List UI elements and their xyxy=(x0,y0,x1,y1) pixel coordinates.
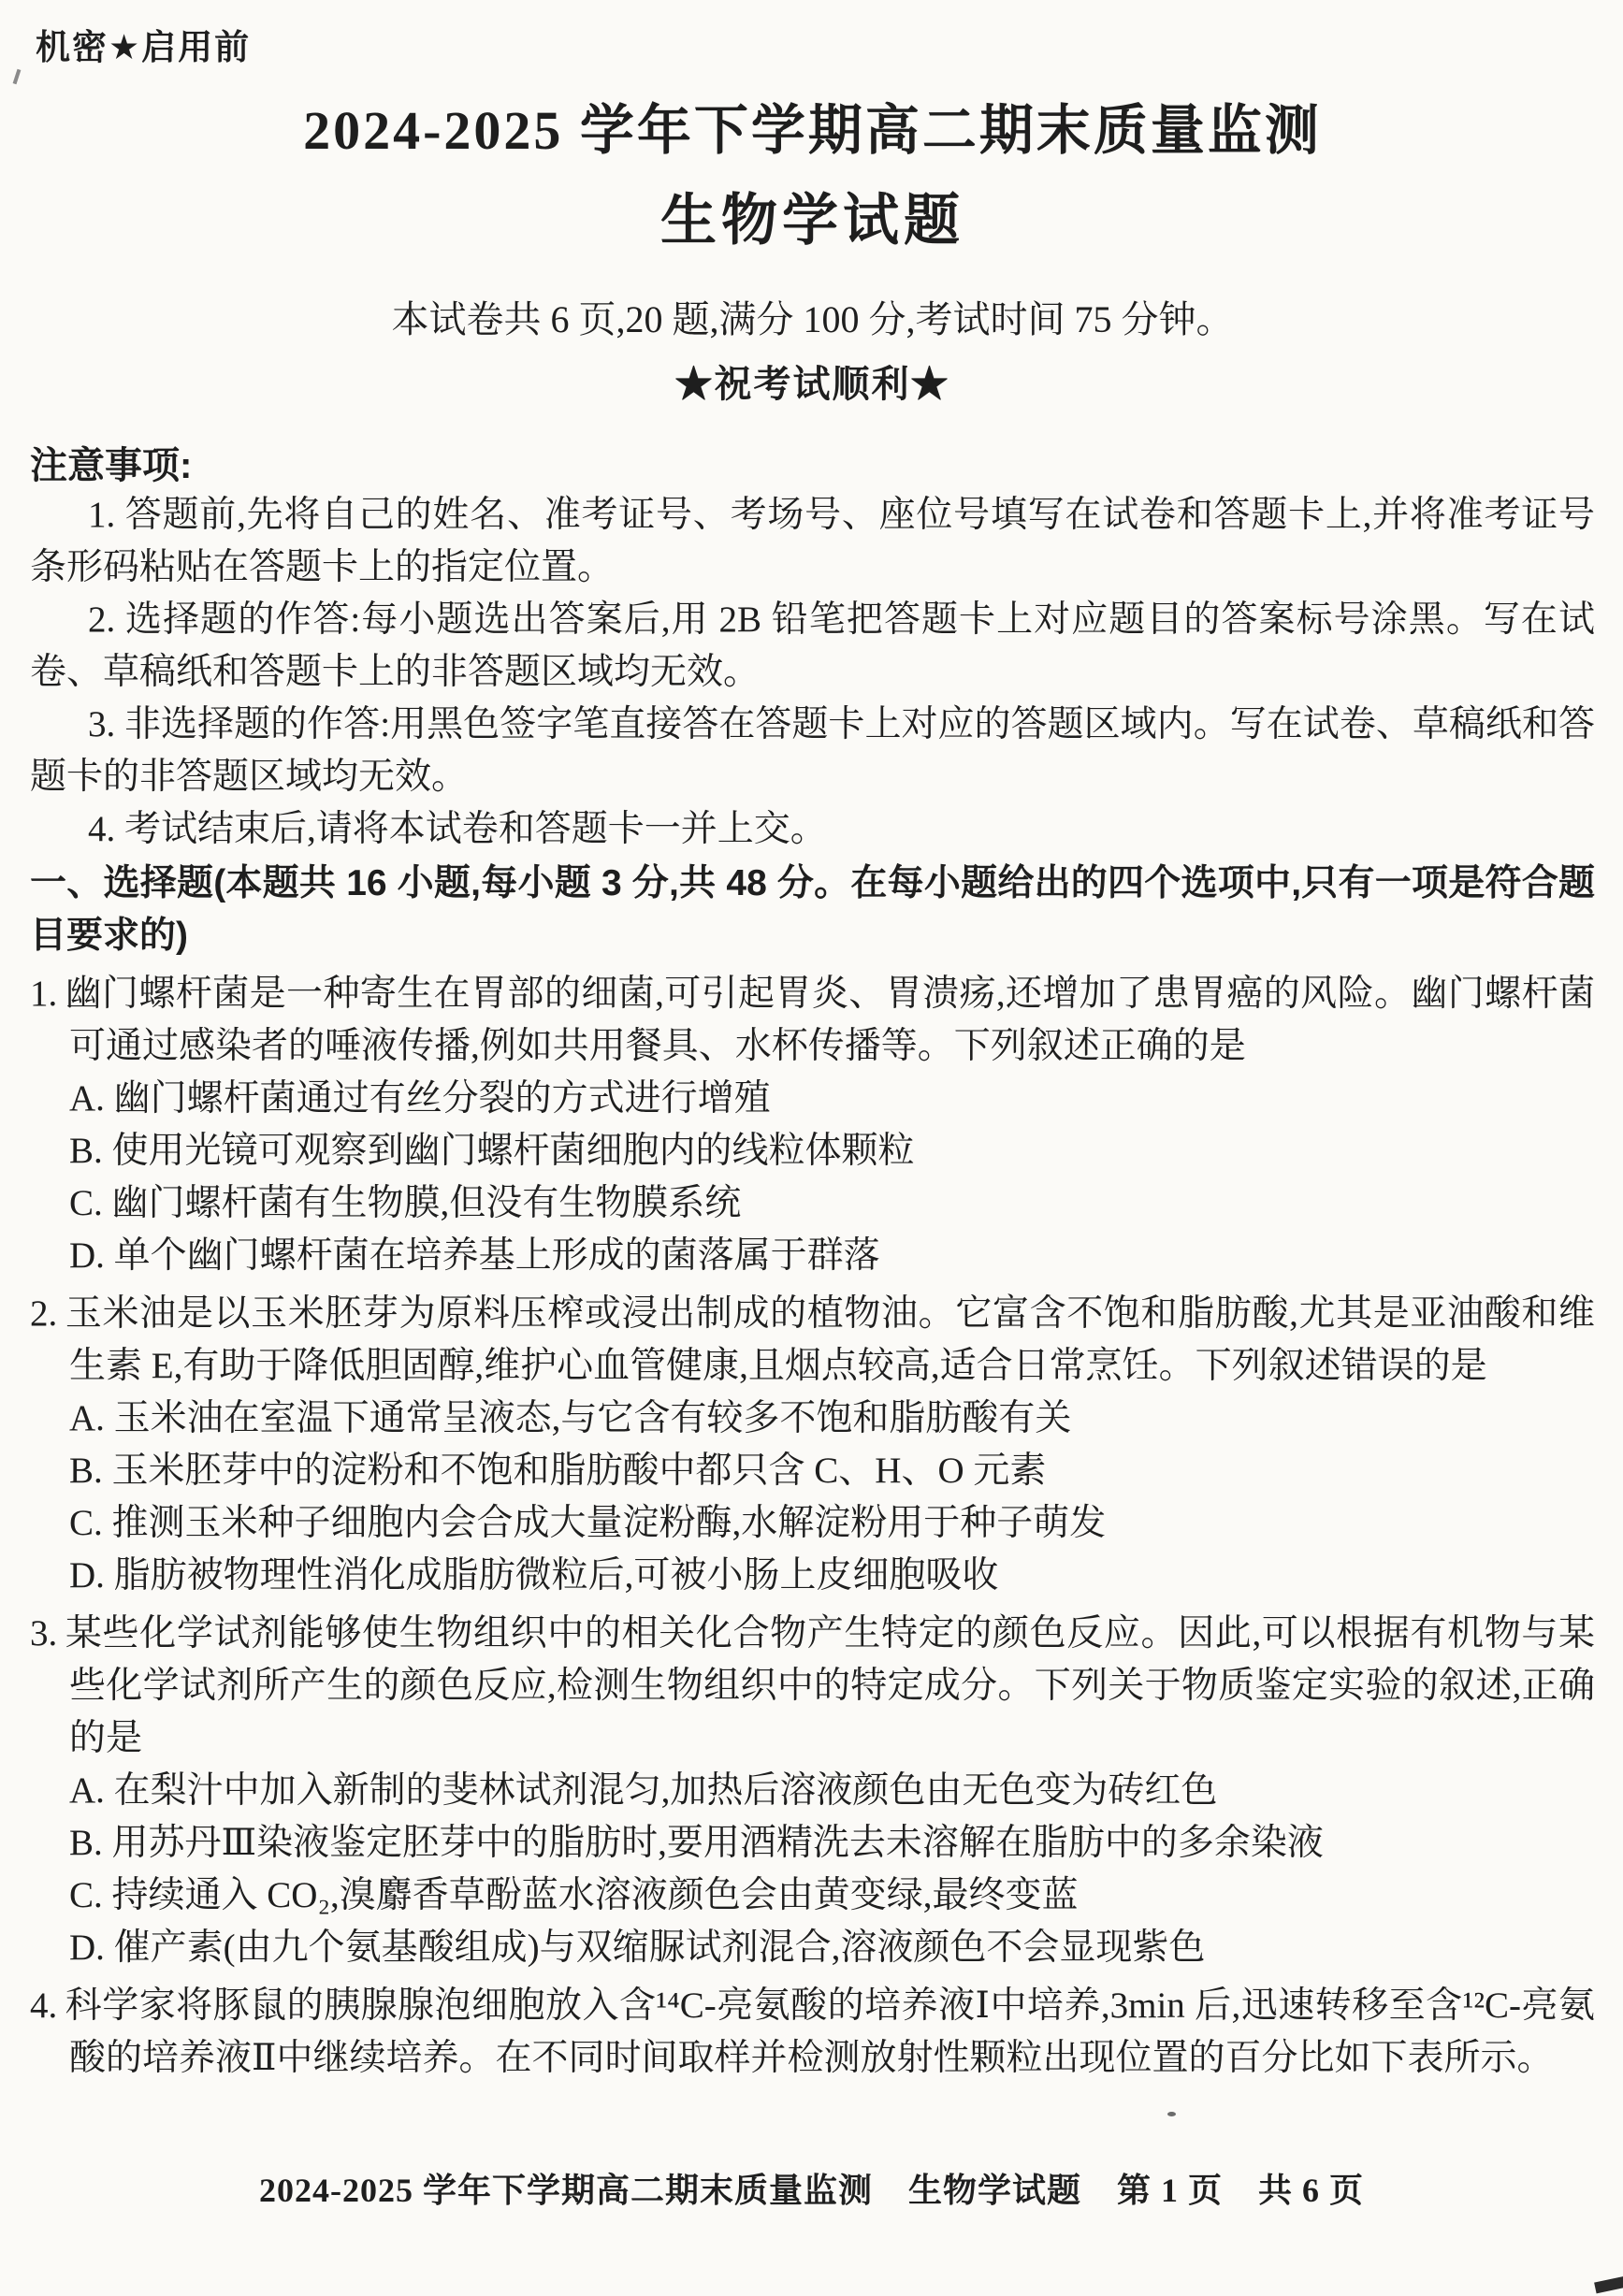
question-3-option-c: C. 持续通入 CO₂,溴麝香草酚蓝水溶液颜色会由黄变绿,最终变蓝 xyxy=(69,1875,1079,1915)
page-footer xyxy=(0,2164,1623,2212)
section-one-heading: 一、选择题(本题共 16 小题,每小题 3 分,共 48 分。在每小题给出的四个选项中,只有一项是符合题目要求的) xyxy=(30,863,1595,956)
question-1-option-d: D. 单个幽门螺杆菌在培养基上形成的菌落属于群落 xyxy=(69,1235,880,1276)
footer-doc-name: 生物学试题 xyxy=(907,2172,1081,2209)
notice-item-4: 4. 考试结束后,请将本试卷和答题卡一并上交。 xyxy=(88,809,827,849)
scan-artifact-bottom-right xyxy=(1594,2276,1623,2294)
question-3-number: 3. xyxy=(30,1613,58,1653)
notice-item-3: 3. 非选择题的作答:用黑色签字笔直接答在答题卡上对应的答题区域内。写在试卷、草稿纸和答题卡的非答题区域均无效。 xyxy=(30,704,1595,797)
question-2-option-a: A. 玉米油在室温下通常呈液态,与它含有较多不饱和脂肪酸有关 xyxy=(69,1398,1072,1438)
question-1-option-a: A. 幽门螺杆菌通过有丝分裂的方式进行增殖 xyxy=(69,1078,771,1119)
question-2-number: 2. xyxy=(30,1293,58,1334)
scan-artifact-dot xyxy=(1167,2112,1176,2116)
question-2-stem xyxy=(30,1288,1595,1393)
question-1-number: 1. xyxy=(30,974,58,1014)
question-2-option-c: C. 推测玉米种子细胞内会合成大量淀粉酶,水解淀粉用于种子萌发 xyxy=(69,1503,1107,1543)
question-3-stem xyxy=(30,1608,1595,1765)
question-1-option-b: B. 使用光镜可观察到幽门螺杆菌细胞内的线粒体颗粒 xyxy=(69,1131,915,1171)
question-2-stem-text: 玉米油是以玉米胚芽为原料压榨或浸出制成的植物油。它富含不饱和脂肪酸,尤其是亚油酸和维生素 E,有助于降低胆固醇,维护心血管健康,且烟点较高,适合日常烹饪。下列叙述错误的是 xyxy=(65,1293,1595,1386)
question-4 xyxy=(30,1980,1595,2085)
page-subtitle: 生物学试题 xyxy=(660,190,964,252)
question-3 xyxy=(30,1608,1595,1974)
footer-exam-name: 2024-2025 学年下学期高二期末质量监测 xyxy=(258,2172,873,2209)
notice-item-1: 1. 答题前,先将自己的姓名、准考证号、考场号、座位号填写在试卷和答题卡上,并将准考证号条形码粘贴在答题卡上的指定位置。 xyxy=(30,495,1595,587)
classification-banner: 机密★启用前 xyxy=(36,28,252,66)
question-3-option-b: B. 用苏丹Ⅲ染液鉴定胚芽中的脂肪时,要用酒精洗去未溶解在脂肪中的多余染液 xyxy=(69,1823,1324,1863)
question-3-stem-text: 某些化学试剂能够使生物组织中的相关化合物产生特定的颜色反应。因此,可以根据有机物与某些化学试剂所产生的颜色反应,检测生物组织中的特定成分。下列关于物质鉴定实验的叙述,正确的是 xyxy=(65,1613,1595,1758)
question-2-option-d: D. 脂肪被物理性消化成脂肪微粒后,可被小肠上皮细胞吸收 xyxy=(69,1555,999,1596)
footer-total-pages: 共 6 页 xyxy=(1258,2172,1365,2209)
notice-heading: 注意事项: xyxy=(30,445,193,486)
question-1-option-c: C. 幽门螺杆菌有生物膜,但没有生物膜系统 xyxy=(69,1183,742,1223)
question-4-number: 4. xyxy=(30,1986,58,2026)
question-2-option-b: B. 玉米胚芽中的淀粉和不饱和脂肪酸中都只含 C、H、O 元素 xyxy=(69,1451,1047,1491)
notice-item-2: 2. 选择题的作答:每小题选出答案后,用 2B 铅笔把答题卡上对应题目的答案标号涂黑。写在试卷、草稿纸和答题卡上的非答题区域均无效。 xyxy=(30,599,1595,692)
question-3-option-a: A. 在梨汁中加入新制的斐林试剂混匀,加热后溶液颜色由无色变为砖红色 xyxy=(69,1770,1218,1811)
question-1 xyxy=(30,968,1595,1282)
footer-page-number: 第 1 页 xyxy=(1116,2172,1223,2209)
question-4-stem xyxy=(30,1980,1595,2085)
question-2 xyxy=(30,1288,1595,1602)
question-1-stem-text: 幽门螺杆菌是一种寄生在胃部的细菌,可引起胃炎、胃溃疡,还增加了患胃癌的风险。幽门螺杆菌可通过感染者的唾液传播,例如共用餐具、水杯传播等。下列叙述正确的是 xyxy=(65,974,1595,1066)
question-1-stem xyxy=(30,968,1595,1073)
page-title: 2024-2025 学年下学期高二期末质量监测 xyxy=(303,100,1322,161)
question-3-option-d: D. 催产素(由九个氨基酸组成)与双缩脲试剂混合,溶液颜色不会显现紫色 xyxy=(69,1928,1206,1968)
wish-line: ★祝考试顺利★ xyxy=(674,363,950,405)
question-4-stem-text: 科学家将豚鼠的胰腺腺泡细胞放入含¹⁴C-亮氨酸的培养液Ⅰ中培养,3min 后,迅速转移至含¹²C-亮氨酸的培养液Ⅱ中继续培养。在不同时间取样并检测放射性颗粒出现位置的百分比如下表所示。 xyxy=(65,1986,1595,2078)
exam-info-line: 本试卷共 6 页,20 题,满分 100 分,考试时间 75 分钟。 xyxy=(391,298,1234,340)
